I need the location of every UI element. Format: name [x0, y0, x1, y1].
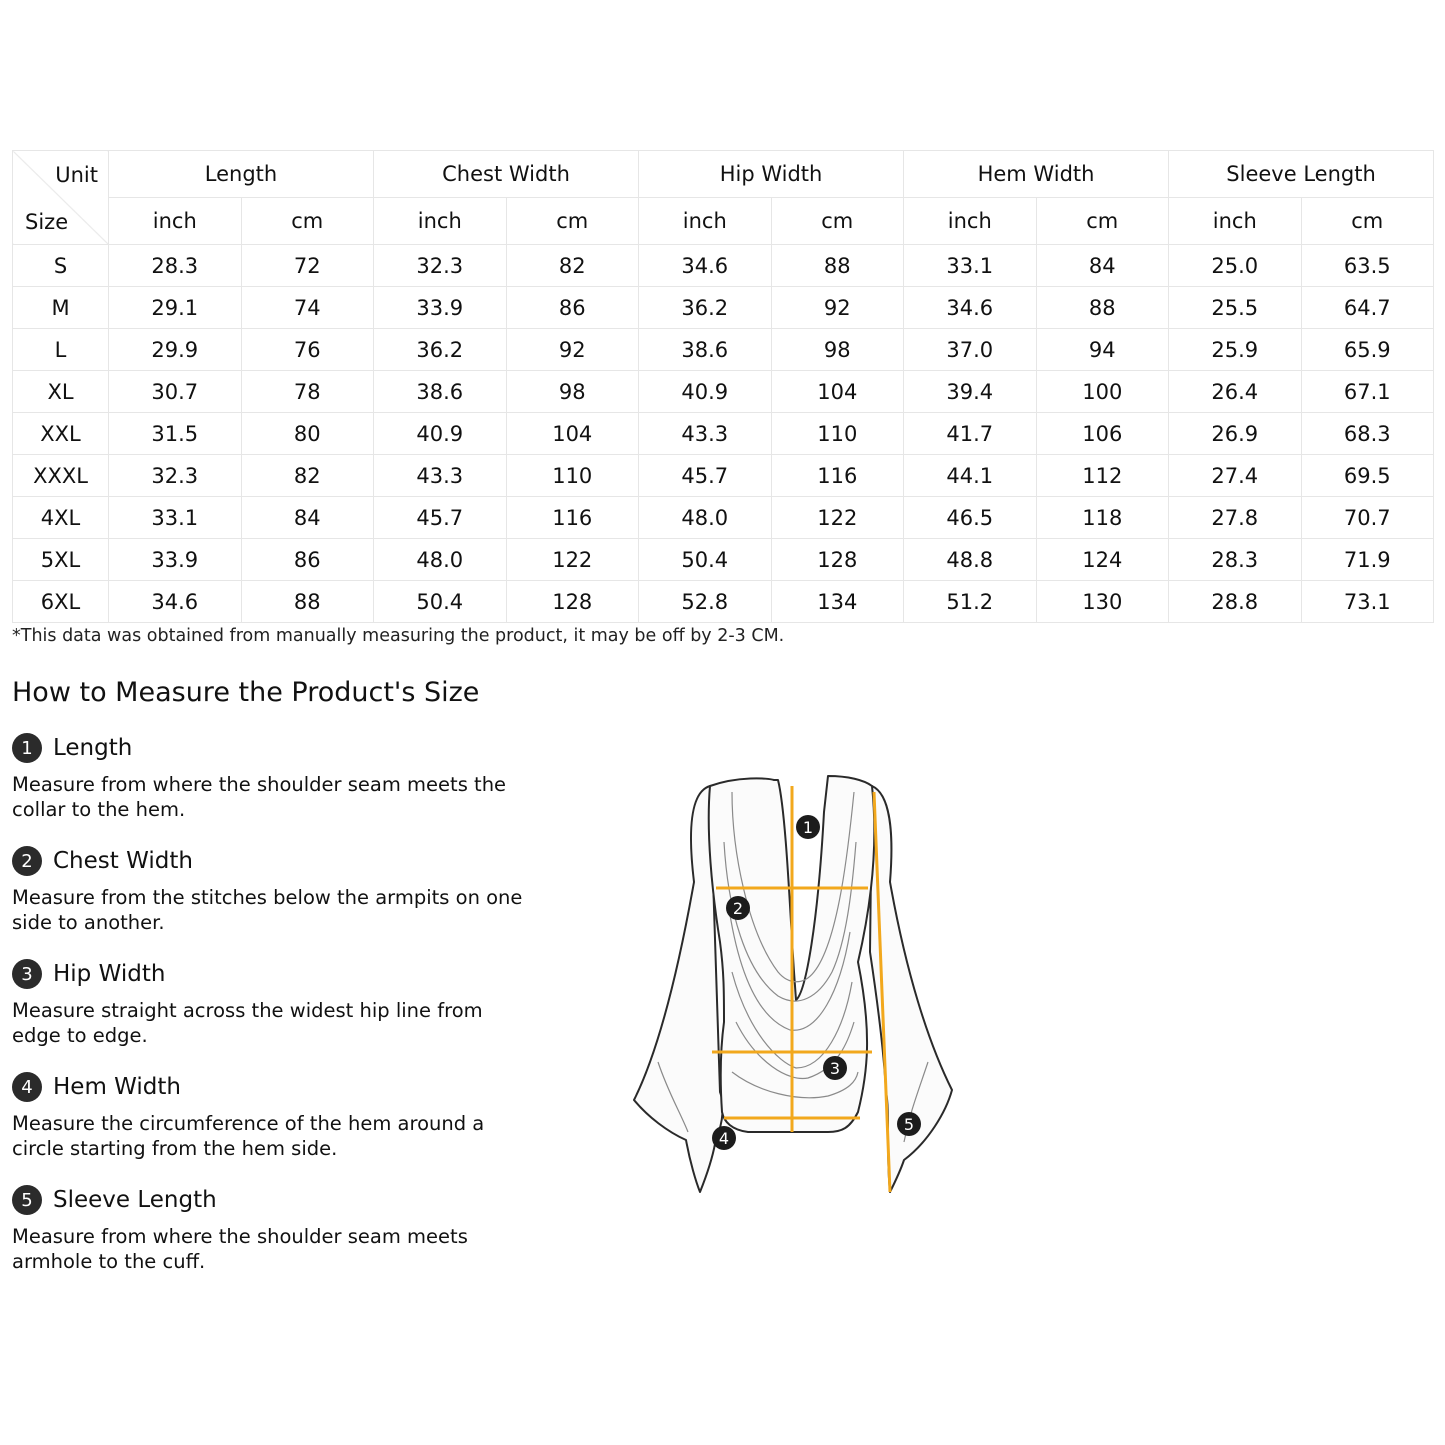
unit-header-inch: inch	[374, 198, 507, 245]
measurement-cell: 52.8	[639, 581, 772, 623]
measurement-cell: 98	[771, 329, 904, 371]
measurement-cell: 92	[771, 287, 904, 329]
unit-header-cm: cm	[241, 198, 374, 245]
marker-1-label: 1	[802, 818, 814, 837]
step-title: Chest Width	[53, 848, 193, 874]
measurement-cell: 82	[506, 245, 639, 287]
measurement-cell: 65.9	[1301, 329, 1434, 371]
step-title: Length	[53, 735, 133, 761]
step-description: Measure straight across the widest hip line from edge to edge.	[12, 999, 483, 1047]
measurement-cell: 98	[506, 371, 639, 413]
step-title: Sleeve Length	[53, 1187, 217, 1213]
measurement-cell: 34.6	[904, 287, 1037, 329]
measurement-cell: 33.1	[109, 497, 242, 539]
measurement-cell: 92	[506, 329, 639, 371]
measurement-cell: 38.6	[374, 371, 507, 413]
measurement-cell: 33.9	[374, 287, 507, 329]
step-description: Measure from where the shoulder seam meets armhole to the cuff.	[12, 1225, 468, 1273]
size-cell: 5XL	[13, 539, 109, 581]
measurement-cell: 124	[1036, 539, 1169, 581]
measurement-cell: 84	[241, 497, 374, 539]
step-number-badge: 4	[12, 1072, 42, 1102]
step-hip-width	[12, 957, 532, 1048]
measurement-cell: 86	[241, 539, 374, 581]
step-number-badge: 3	[12, 959, 42, 989]
measurement-cell: 80	[241, 413, 374, 455]
measurement-cell: 26.9	[1169, 413, 1302, 455]
measurement-cell: 88	[1036, 287, 1169, 329]
measurement-cell: 44.1	[904, 455, 1037, 497]
column-group-hip-width: Hip Width	[639, 151, 904, 198]
step-description: Measure from where the shoulder seam meets the collar to the hem.	[12, 773, 507, 821]
table-header-groups	[13, 151, 1434, 198]
measurement-cell: 134	[771, 581, 904, 623]
step-description: Measure from the stitches below the armpits on one side to another.	[12, 886, 523, 934]
measurement-cell: 128	[771, 539, 904, 581]
measurement-cell: 39.4	[904, 371, 1037, 413]
marker-2-label: 2	[732, 899, 744, 918]
measurement-cell: 84	[1036, 245, 1169, 287]
measurement-cell: 73.1	[1301, 581, 1434, 623]
marker-1	[796, 815, 820, 839]
measurement-cell: 74	[241, 287, 374, 329]
measurement-cell: 68.3	[1301, 413, 1434, 455]
measurement-cell: 33.9	[109, 539, 242, 581]
measurement-cell: 30.7	[109, 371, 242, 413]
measurement-cell: 34.6	[639, 245, 772, 287]
step-chest-width	[12, 844, 532, 935]
size-cell: 4XL	[13, 497, 109, 539]
marker-3	[823, 1056, 847, 1080]
measurement-cell: 34.6	[109, 581, 242, 623]
step-title: Hip Width	[53, 961, 166, 987]
size-chart-table	[12, 150, 1434, 623]
measurement-cell: 33.1	[904, 245, 1037, 287]
measurement-cell: 64.7	[1301, 287, 1434, 329]
measurement-cell: 86	[506, 287, 639, 329]
measurement-cell: 88	[241, 581, 374, 623]
unit-header-inch: inch	[1169, 198, 1302, 245]
measurement-disclaimer: *This data was obtained from manually measuring the product, it may be off by 2-3 CM.	[12, 626, 785, 646]
measurement-cell: 76	[241, 329, 374, 371]
table-header-units	[13, 198, 1434, 245]
measurement-cell: 122	[771, 497, 904, 539]
measurement-cell: 32.3	[109, 455, 242, 497]
measurement-cell: 82	[241, 455, 374, 497]
measurement-cell: 72	[241, 245, 374, 287]
table-row	[13, 245, 1434, 287]
column-group-hem-width: Hem Width	[904, 151, 1169, 198]
measurement-cell: 122	[506, 539, 639, 581]
size-cell: XL	[13, 371, 109, 413]
measurement-cell: 38.6	[639, 329, 772, 371]
measurement-cell: 46.5	[904, 497, 1037, 539]
size-cell: 6XL	[13, 581, 109, 623]
garment-measurement-diagram	[628, 772, 960, 1204]
column-group-sleeve-length: Sleeve Length	[1169, 151, 1434, 198]
measurement-cell: 50.4	[639, 539, 772, 581]
measurement-cell: 32.3	[374, 245, 507, 287]
column-group-length: Length	[109, 151, 374, 198]
marker-2	[726, 896, 750, 920]
unit-header-cm: cm	[771, 198, 904, 245]
table-row	[13, 497, 1434, 539]
marker-3-label: 3	[829, 1059, 841, 1078]
table-row	[13, 539, 1434, 581]
measurement-cell: 28.8	[1169, 581, 1302, 623]
measurement-cell: 27.8	[1169, 497, 1302, 539]
unit-header-inch: inch	[639, 198, 772, 245]
step-number-badge: 5	[12, 1185, 42, 1215]
measurement-cell: 31.5	[109, 413, 242, 455]
measurement-cell: 51.2	[904, 581, 1037, 623]
unit-header-inch: inch	[109, 198, 242, 245]
measurement-cell: 28.3	[1169, 539, 1302, 581]
size-cell: L	[13, 329, 109, 371]
step-title: Hem Width	[53, 1074, 181, 1100]
unit-header-cm: cm	[506, 198, 639, 245]
step-hem-width	[12, 1070, 532, 1161]
howto-title: How to Measure the Product's Size	[12, 677, 480, 708]
measurement-cell: 69.5	[1301, 455, 1434, 497]
table-row	[13, 413, 1434, 455]
table-row	[13, 329, 1434, 371]
size-cell: XXXL	[13, 455, 109, 497]
measurement-cell: 104	[506, 413, 639, 455]
measurement-cell: 37.0	[904, 329, 1037, 371]
measurement-cell: 94	[1036, 329, 1169, 371]
size-cell: S	[13, 245, 109, 287]
size-cell: XXL	[13, 413, 109, 455]
measurement-cell: 27.4	[1169, 455, 1302, 497]
table-corner-cell	[13, 151, 109, 245]
measurement-cell: 28.3	[109, 245, 242, 287]
measurement-cell: 45.7	[639, 455, 772, 497]
marker-5-label: 5	[903, 1115, 915, 1134]
table-row	[13, 455, 1434, 497]
measurement-cell: 43.3	[374, 455, 507, 497]
marker-4	[712, 1126, 736, 1150]
measurement-cell: 25.5	[1169, 287, 1302, 329]
step-number-badge: 1	[12, 733, 42, 763]
table-row	[13, 371, 1434, 413]
measurement-cell: 128	[506, 581, 639, 623]
measurement-cell: 29.9	[109, 329, 242, 371]
measurement-cell: 45.7	[374, 497, 507, 539]
measurement-cell: 110	[771, 413, 904, 455]
measurement-cell: 88	[771, 245, 904, 287]
measurement-cell: 70.7	[1301, 497, 1434, 539]
measurement-cell: 40.9	[374, 413, 507, 455]
measurement-cell: 43.3	[639, 413, 772, 455]
measurement-cell: 116	[771, 455, 904, 497]
measurement-cell: 36.2	[639, 287, 772, 329]
step-sleeve-length	[12, 1183, 532, 1274]
unit-header-cm: cm	[1301, 198, 1434, 245]
measurement-cell: 118	[1036, 497, 1169, 539]
measurement-cell: 48.0	[639, 497, 772, 539]
unit-label: Unit	[55, 163, 98, 187]
measurement-cell: 25.9	[1169, 329, 1302, 371]
measurement-cell: 26.4	[1169, 371, 1302, 413]
step-length	[12, 731, 532, 822]
measurement-cell: 71.9	[1301, 539, 1434, 581]
measurement-cell: 63.5	[1301, 245, 1434, 287]
measurement-cell: 48.8	[904, 539, 1037, 581]
marker-5	[897, 1112, 921, 1136]
measurement-cell: 36.2	[374, 329, 507, 371]
marker-4-label: 4	[718, 1129, 730, 1148]
measurement-cell: 116	[506, 497, 639, 539]
measurement-cell: 25.0	[1169, 245, 1302, 287]
measurement-cell: 104	[771, 371, 904, 413]
measurement-cell: 110	[506, 455, 639, 497]
measurement-cell: 41.7	[904, 413, 1037, 455]
step-number-badge: 2	[12, 846, 42, 876]
step-description: Measure the circumference of the hem around a circle starting from the hem side.	[12, 1112, 485, 1160]
table-row	[13, 581, 1434, 623]
measurement-cell: 67.1	[1301, 371, 1434, 413]
column-group-chest-width: Chest Width	[374, 151, 639, 198]
measurement-cell: 40.9	[639, 371, 772, 413]
table-row	[13, 287, 1434, 329]
measurement-cell: 78	[241, 371, 374, 413]
unit-header-inch: inch	[904, 198, 1037, 245]
measurement-cell: 29.1	[109, 287, 242, 329]
unit-header-cm: cm	[1036, 198, 1169, 245]
size-label: Size	[25, 210, 69, 234]
table-body	[13, 245, 1434, 623]
measurement-cell: 106	[1036, 413, 1169, 455]
measurement-cell: 100	[1036, 371, 1169, 413]
measurement-cell: 112	[1036, 455, 1169, 497]
measurement-cell: 50.4	[374, 581, 507, 623]
measurement-cell: 130	[1036, 581, 1169, 623]
measurement-cell: 48.0	[374, 539, 507, 581]
size-cell: M	[13, 287, 109, 329]
